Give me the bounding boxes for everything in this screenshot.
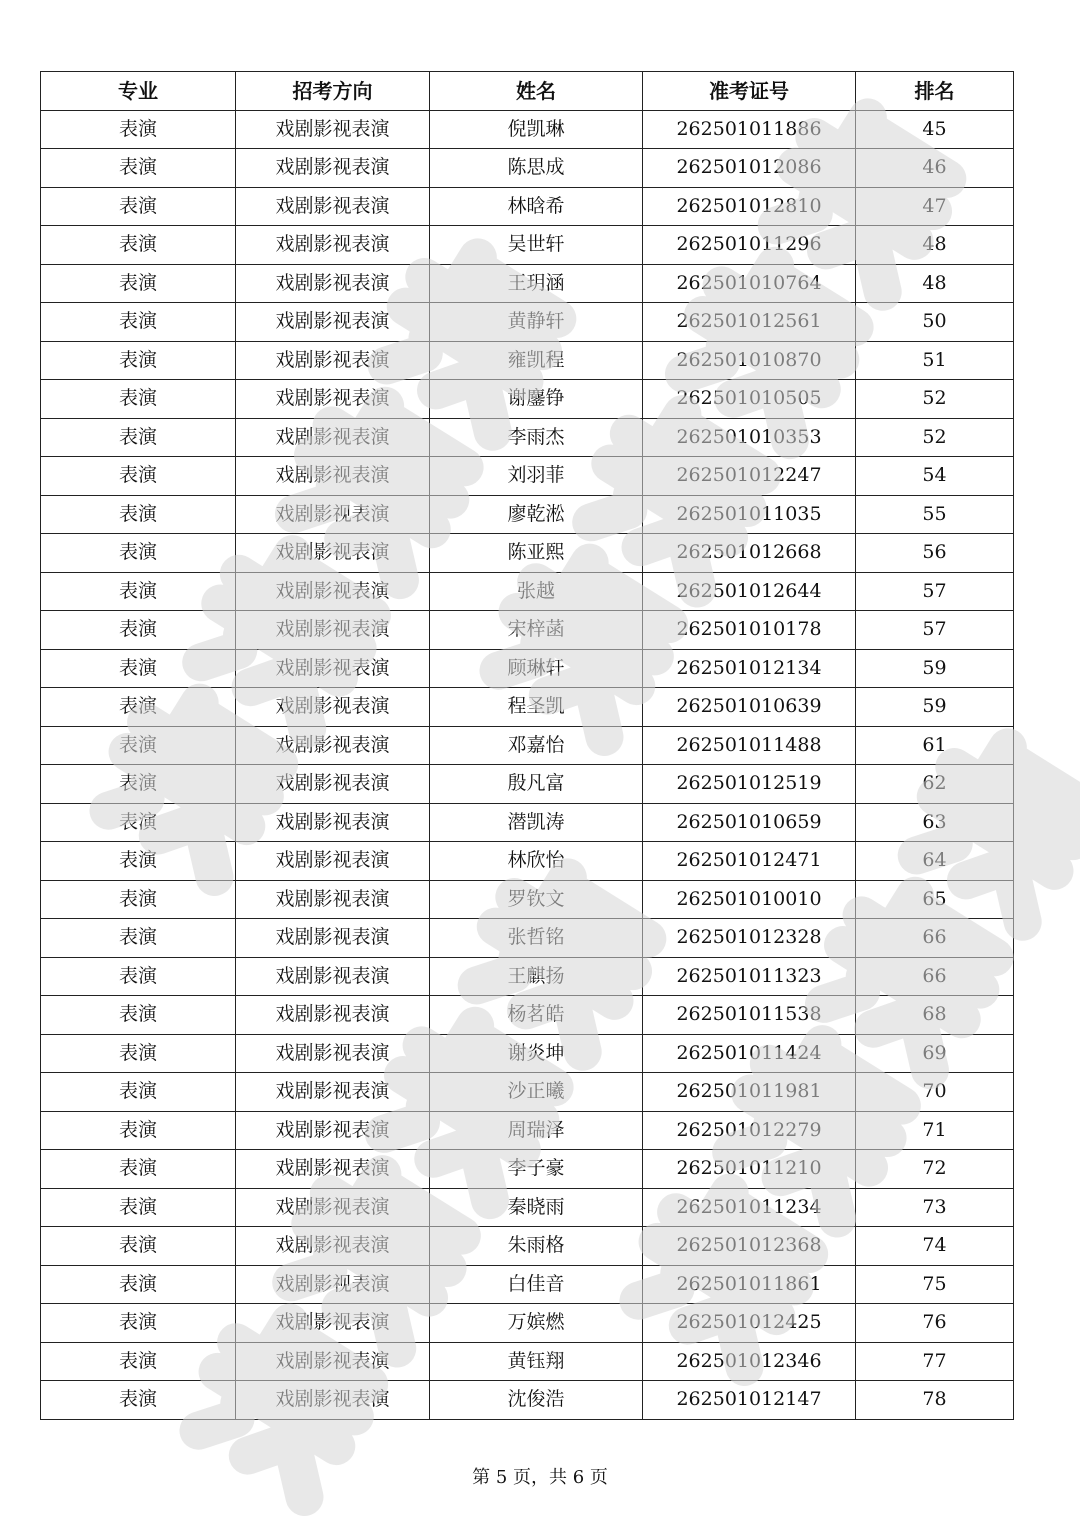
- cell-rank: 48: [856, 264, 1014, 303]
- table-row: [41, 1150, 1014, 1189]
- table-row: [41, 726, 1014, 765]
- cell-rank: 73: [856, 1188, 1014, 1227]
- cell-exam-id: 262501011323: [643, 957, 856, 996]
- cell-rank: 70: [856, 1073, 1014, 1112]
- cell-major: 表演: [41, 649, 236, 688]
- cell-rank: 55: [856, 495, 1014, 534]
- cell-name: 沙正曦: [430, 1073, 643, 1112]
- cell-direction: 戏剧影视表演: [236, 1150, 430, 1189]
- cell-exam-id: 262501012086: [643, 149, 856, 188]
- cell-major: 表演: [41, 1304, 236, 1343]
- cell-exam-id: 262501012328: [643, 919, 856, 958]
- cell-exam-id: 262501010639: [643, 688, 856, 727]
- cell-name: 倪凯琳: [430, 110, 643, 149]
- cell-rank: 51: [856, 341, 1014, 380]
- cell-major: 表演: [41, 1265, 236, 1304]
- cell-name: 宋梓菡: [430, 611, 643, 650]
- cell-rank: 52: [856, 418, 1014, 457]
- cell-rank: 48: [856, 226, 1014, 265]
- cell-exam-id: 262501012644: [643, 572, 856, 611]
- cell-exam-id: 262501012519: [643, 765, 856, 804]
- cell-major: 表演: [41, 187, 236, 226]
- cell-name: 王麒扬: [430, 957, 643, 996]
- cell-major: 表演: [41, 149, 236, 188]
- cell-major: 表演: [41, 1034, 236, 1073]
- header-major: 专业: [41, 72, 236, 111]
- table-row: [41, 1073, 1014, 1112]
- cell-exam-id: 262501011234: [643, 1188, 856, 1227]
- cell-major: 表演: [41, 996, 236, 1035]
- cell-major: 表演: [41, 1073, 236, 1112]
- cell-direction: 戏剧影视表演: [236, 110, 430, 149]
- cell-direction: 戏剧影视表演: [236, 765, 430, 804]
- cell-direction: 戏剧影视表演: [236, 1073, 430, 1112]
- cell-rank: 59: [856, 688, 1014, 727]
- cell-major: 表演: [41, 495, 236, 534]
- cell-rank: 52: [856, 380, 1014, 419]
- cell-major: 表演: [41, 842, 236, 881]
- table-body: [41, 110, 1014, 1419]
- cell-name: 罗钦文: [430, 880, 643, 919]
- cell-exam-id: 262501011488: [643, 726, 856, 765]
- cell-major: 表演: [41, 611, 236, 650]
- cell-direction: 戏剧影视表演: [236, 187, 430, 226]
- cell-direction: 戏剧影视表演: [236, 996, 430, 1035]
- header-rank: 排名: [856, 72, 1014, 111]
- cell-major: 表演: [41, 264, 236, 303]
- cell-major: 表演: [41, 803, 236, 842]
- cell-rank: 78: [856, 1381, 1014, 1420]
- cell-major: 表演: [41, 457, 236, 496]
- cell-rank: 66: [856, 919, 1014, 958]
- cell-rank: 64: [856, 842, 1014, 881]
- cell-name: 谢炎坤: [430, 1034, 643, 1073]
- cell-rank: 45: [856, 110, 1014, 149]
- cell-name: 雍凯程: [430, 341, 643, 380]
- cell-major: 表演: [41, 1381, 236, 1420]
- table-row: [41, 572, 1014, 611]
- cell-name: 李子豪: [430, 1150, 643, 1189]
- cell-name: 程圣凯: [430, 688, 643, 727]
- cell-exam-id: 262501012247: [643, 457, 856, 496]
- cell-major: 表演: [41, 226, 236, 265]
- cell-major: 表演: [41, 1188, 236, 1227]
- cell-exam-id: 262501012561: [643, 303, 856, 342]
- cell-direction: 戏剧影视表演: [236, 1111, 430, 1150]
- cell-name: 谢鏖铮: [430, 380, 643, 419]
- cell-major: 表演: [41, 765, 236, 804]
- cell-direction: 戏剧影视表演: [236, 1342, 430, 1381]
- cell-major: 表演: [41, 1227, 236, 1266]
- cell-name: 张越: [430, 572, 643, 611]
- table-row: [41, 842, 1014, 881]
- cell-major: 表演: [41, 919, 236, 958]
- cell-name: 林晗希: [430, 187, 643, 226]
- header-name: 姓名: [430, 72, 643, 111]
- cell-rank: 54: [856, 457, 1014, 496]
- table-row: [41, 1381, 1014, 1420]
- table-row: [41, 919, 1014, 958]
- cell-direction: 戏剧影视表演: [236, 649, 430, 688]
- table-row: [41, 457, 1014, 496]
- cell-major: 表演: [41, 418, 236, 457]
- table-row: [41, 418, 1014, 457]
- cell-exam-id: 262501012346: [643, 1342, 856, 1381]
- cell-rank: 47: [856, 187, 1014, 226]
- cell-direction: 戏剧影视表演: [236, 226, 430, 265]
- table-row: [41, 996, 1014, 1035]
- cell-rank: 57: [856, 611, 1014, 650]
- cell-name: 沈俊浩: [430, 1381, 643, 1420]
- cell-major: 表演: [41, 688, 236, 727]
- cell-direction: 戏剧影视表演: [236, 919, 430, 958]
- cell-direction: 戏剧影视表演: [236, 380, 430, 419]
- header-row: [41, 72, 1014, 111]
- cell-exam-id: 262501011035: [643, 495, 856, 534]
- table-row: [41, 303, 1014, 342]
- cell-direction: 戏剧影视表演: [236, 688, 430, 727]
- table-row: [41, 226, 1014, 265]
- cell-direction: 戏剧影视表演: [236, 842, 430, 881]
- cell-direction: 戏剧影视表演: [236, 880, 430, 919]
- cell-exam-id: 262501011210: [643, 1150, 856, 1189]
- table-row: [41, 534, 1014, 573]
- cell-name: 杨茗皓: [430, 996, 643, 1035]
- cell-exam-id: 262501011981: [643, 1073, 856, 1112]
- cell-name: 殷凡富: [430, 765, 643, 804]
- table-row: [41, 341, 1014, 380]
- cell-rank: 69: [856, 1034, 1014, 1073]
- cell-name: 周瑞泽: [430, 1111, 643, 1150]
- cell-direction: 戏剧影视表演: [236, 1304, 430, 1343]
- cell-direction: 戏剧影视表演: [236, 1034, 430, 1073]
- cell-exam-id: 262501010505: [643, 380, 856, 419]
- cell-major: 表演: [41, 880, 236, 919]
- cell-major: 表演: [41, 1342, 236, 1381]
- cell-name: 刘羽菲: [430, 457, 643, 496]
- cell-name: 张哲铭: [430, 919, 643, 958]
- cell-exam-id: 262501012810: [643, 187, 856, 226]
- cell-exam-id: 262501012279: [643, 1111, 856, 1150]
- cell-rank: 74: [856, 1227, 1014, 1266]
- cell-direction: 戏剧影视表演: [236, 495, 430, 534]
- cell-exam-id: 262501010010: [643, 880, 856, 919]
- cell-rank: 50: [856, 303, 1014, 342]
- cell-rank: 72: [856, 1150, 1014, 1189]
- cell-rank: 77: [856, 1342, 1014, 1381]
- cell-major: 表演: [41, 380, 236, 419]
- table-row: [41, 688, 1014, 727]
- table-row: [41, 110, 1014, 149]
- cell-exam-id: 262501010178: [643, 611, 856, 650]
- cell-major: 表演: [41, 726, 236, 765]
- cell-exam-id: 262501010764: [643, 264, 856, 303]
- cell-name: 潜凯涛: [430, 803, 643, 842]
- table-row: [41, 380, 1014, 419]
- table-row: [41, 264, 1014, 303]
- cell-exam-id: 262501010870: [643, 341, 856, 380]
- cell-rank: 62: [856, 765, 1014, 804]
- cell-major: 表演: [41, 303, 236, 342]
- cell-name: 秦晓雨: [430, 1188, 643, 1227]
- cell-direction: 戏剧影视表演: [236, 1227, 430, 1266]
- cell-direction: 戏剧影视表演: [236, 264, 430, 303]
- cell-name: 陈思成: [430, 149, 643, 188]
- table-row: [41, 187, 1014, 226]
- cell-exam-id: 262501011538: [643, 996, 856, 1035]
- cell-direction: 戏剧影视表演: [236, 149, 430, 188]
- cell-major: 表演: [41, 1111, 236, 1150]
- cell-exam-id: 262501012425: [643, 1304, 856, 1343]
- cell-rank: 68: [856, 996, 1014, 1035]
- cell-direction: 戏剧影视表演: [236, 303, 430, 342]
- cell-direction: 戏剧影视表演: [236, 457, 430, 496]
- cell-major: 表演: [41, 957, 236, 996]
- cell-rank: 71: [856, 1111, 1014, 1150]
- cell-direction: 戏剧影视表演: [236, 534, 430, 573]
- cell-rank: 46: [856, 149, 1014, 188]
- cell-exam-id: 262501012668: [643, 534, 856, 573]
- table-row: [41, 1111, 1014, 1150]
- cell-exam-id: 262501010353: [643, 418, 856, 457]
- cell-exam-id: 262501011424: [643, 1034, 856, 1073]
- cell-direction: 戏剧影视表演: [236, 341, 430, 380]
- table-row: [41, 803, 1014, 842]
- table-row: [41, 649, 1014, 688]
- cell-major: 表演: [41, 341, 236, 380]
- cell-name: 邓嘉怡: [430, 726, 643, 765]
- cell-name: 廖乾淞: [430, 495, 643, 534]
- table-row: [41, 1342, 1014, 1381]
- cell-direction: 戏剧影视表演: [236, 957, 430, 996]
- cell-direction: 戏剧影视表演: [236, 1265, 430, 1304]
- cell-direction: 戏剧影视表演: [236, 572, 430, 611]
- cell-direction: 戏剧影视表演: [236, 1188, 430, 1227]
- cell-major: 表演: [41, 572, 236, 611]
- cell-name: 朱雨格: [430, 1227, 643, 1266]
- table-row: [41, 1227, 1014, 1266]
- cell-direction: 戏剧影视表演: [236, 611, 430, 650]
- table-row: [41, 957, 1014, 996]
- cell-exam-id: 262501011296: [643, 226, 856, 265]
- table-row: [41, 765, 1014, 804]
- header-direction: 招考方向: [236, 72, 430, 111]
- cell-exam-id: 262501012134: [643, 649, 856, 688]
- cell-major: 表演: [41, 534, 236, 573]
- cell-rank: 57: [856, 572, 1014, 611]
- table-row: [41, 1188, 1014, 1227]
- cell-rank: 63: [856, 803, 1014, 842]
- cell-exam-id: 262501012147: [643, 1381, 856, 1420]
- table-row: [41, 1265, 1014, 1304]
- table-row: [41, 149, 1014, 188]
- cell-name: 陈亚熙: [430, 534, 643, 573]
- cell-name: 黄静轩: [430, 303, 643, 342]
- cell-name: 吴世轩: [430, 226, 643, 265]
- cell-exam-id: 262501012368: [643, 1227, 856, 1266]
- cell-direction: 戏剧影视表演: [236, 1381, 430, 1420]
- cell-direction: 戏剧影视表演: [236, 418, 430, 457]
- cell-exam-id: 262501011886: [643, 110, 856, 149]
- cell-major: 表演: [41, 1150, 236, 1189]
- cell-rank: 66: [856, 957, 1014, 996]
- cell-rank: 75: [856, 1265, 1014, 1304]
- cell-name: 李雨杰: [430, 418, 643, 457]
- cell-name: 黄钰翔: [430, 1342, 643, 1381]
- cell-name: 顾琳轩: [430, 649, 643, 688]
- cell-direction: 戏剧影视表演: [236, 803, 430, 842]
- page-number: 第 5 页，共 6 页: [472, 1467, 608, 1488]
- cell-name: 王玥涵: [430, 264, 643, 303]
- cell-major: 表演: [41, 110, 236, 149]
- cell-name: 白佳音: [430, 1265, 643, 1304]
- cell-rank: 56: [856, 534, 1014, 573]
- table-row: [41, 880, 1014, 919]
- cell-name: 万嫔燃: [430, 1304, 643, 1343]
- table-row: [41, 1304, 1014, 1343]
- ranking-table: [40, 71, 1014, 1420]
- table-row: [41, 495, 1014, 534]
- cell-rank: 61: [856, 726, 1014, 765]
- cell-rank: 65: [856, 880, 1014, 919]
- cell-exam-id: 262501012471: [643, 842, 856, 881]
- cell-direction: 戏剧影视表演: [236, 726, 430, 765]
- table-row: [41, 611, 1014, 650]
- cell-exam-id: 262501010659: [643, 803, 856, 842]
- ranking-sheet: [40, 71, 1013, 1420]
- header-exam-id: 准考证号: [643, 72, 856, 111]
- table-row: [41, 1034, 1014, 1073]
- cell-exam-id: 262501011861: [643, 1265, 856, 1304]
- cell-rank: 76: [856, 1304, 1014, 1343]
- cell-name: 林欣怡: [430, 842, 643, 881]
- cell-rank: 59: [856, 649, 1014, 688]
